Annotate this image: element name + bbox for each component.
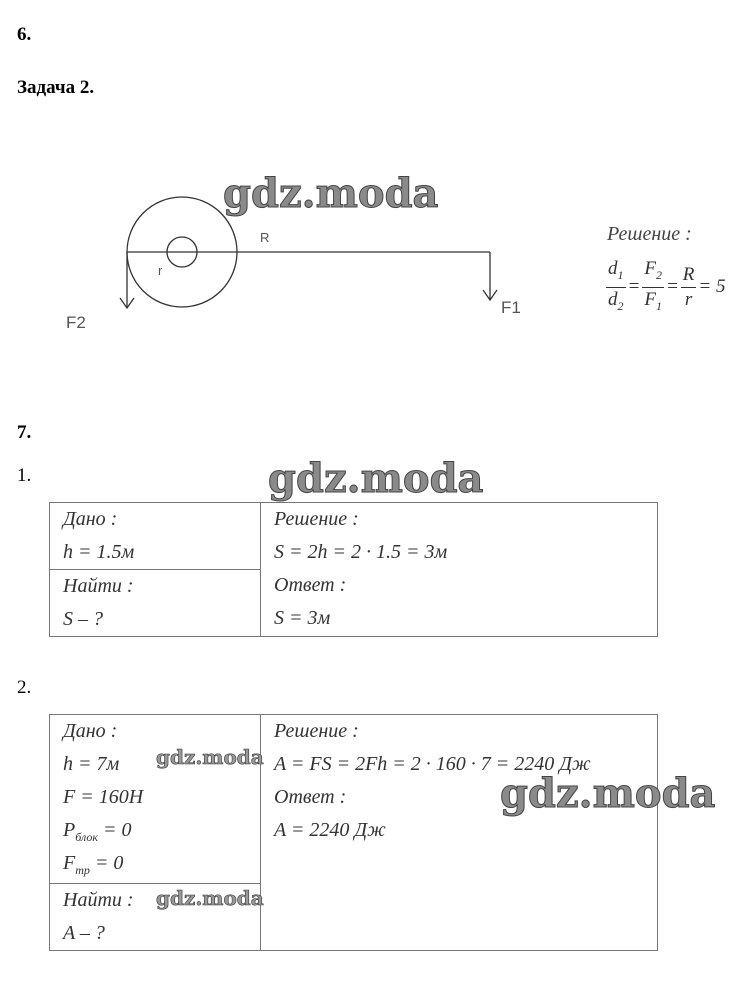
find-heading: Найти : [63, 889, 134, 911]
label-r: r [158, 263, 163, 278]
watermark: gdz.moda [500, 770, 716, 817]
find-heading: Найти : [63, 575, 134, 597]
r: r [684, 289, 693, 310]
given-heading: Дано : [63, 508, 118, 530]
answer-value: S = 3м [274, 607, 331, 629]
problem-2-table [49, 714, 658, 951]
label-F2: F2 [66, 313, 86, 332]
P-value: = 0 [97, 819, 132, 841]
f2-sub: 2 [655, 268, 662, 282]
answer-heading: Ответ : [274, 786, 347, 808]
ratio-result: = 5 [698, 275, 726, 297]
given-h: h = 7м [63, 753, 120, 775]
given-P-block [50, 814, 260, 847]
Ftr-sub: тр [75, 863, 90, 877]
section-6-number: 6. [17, 24, 32, 45]
fraction-d1-d2 [606, 257, 626, 318]
watermark: gdz.moda [156, 745, 264, 769]
solution-formula: S = 2h = 2 · 1.5 = 3м [274, 541, 448, 563]
solution-cell [261, 715, 658, 951]
problem-1-number: 1. [17, 465, 32, 486]
f1-sub: 1 [655, 299, 662, 313]
given-cell [50, 503, 261, 570]
problem-2-number: 2. [17, 677, 32, 698]
watermark: gdz.moda [156, 886, 264, 910]
label-F1: F1 [501, 298, 521, 317]
label-R: R [260, 230, 270, 245]
Ftr-value: = 0 [89, 852, 124, 874]
solution-formula: A = FS = 2Fh = 2 · 160 · 7 = 2240 Дж [274, 753, 591, 775]
ratio-formula: $\frac{d_1}{d_2}$ = $\frac{F_2}{F_1}$ = $\frac{R}{r}$ = 5 [604, 257, 725, 318]
solution-cell [261, 503, 658, 637]
fraction-f2-f1 [642, 257, 664, 318]
fraction-R-r [681, 263, 697, 312]
task-title: Задача 2. [17, 77, 95, 98]
given-cell [50, 715, 264, 884]
f2: F [644, 258, 656, 279]
d1: d [608, 258, 618, 279]
answer-value: A = 2240 Дж [274, 819, 386, 841]
given-h: h = 1.5м [63, 541, 135, 563]
answer-heading: Ответ : [274, 574, 347, 596]
find-value: S – ? [63, 608, 103, 630]
problem-1-table [49, 502, 658, 637]
given-heading: Дано : [63, 720, 118, 742]
section-7-number: 7. [17, 422, 32, 443]
P: P [63, 819, 76, 841]
d1-sub: 1 [617, 268, 624, 282]
watermark: gdz.moda [223, 170, 439, 217]
given-F-friction [50, 847, 260, 880]
d2-sub: 2 [617, 299, 624, 313]
P-sub: блок [75, 830, 98, 844]
R: R [681, 263, 697, 288]
solution-heading-6: Решение : [607, 223, 692, 245]
Ftr: F [63, 852, 76, 874]
pulley-diagram [110, 190, 550, 340]
solution-heading: Решение : [274, 508, 359, 530]
solution-heading: Решение : [274, 720, 359, 742]
f1: F [644, 289, 656, 310]
watermark: gdz.moda [268, 455, 484, 502]
find-cell [50, 884, 264, 951]
given-F: F = 160H [63, 786, 144, 808]
find-value: A – ? [63, 922, 105, 944]
d2: d [608, 289, 618, 310]
find-cell [50, 570, 261, 637]
